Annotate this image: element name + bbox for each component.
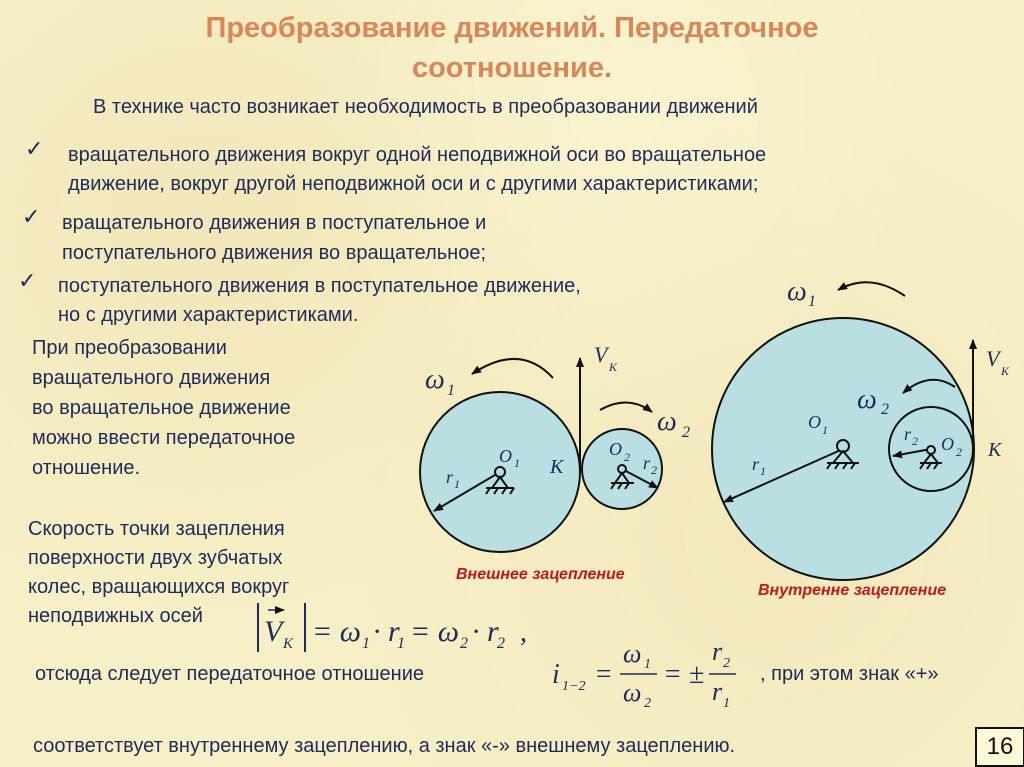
speed-para-line2: поверхности двух зубчатых [28,547,283,569]
svg-text:1: 1 [723,696,730,711]
svg-text:ω: ω [623,639,642,668]
r1-label: r [446,467,454,487]
omega2-sub: 2 [682,424,690,441]
r1-sub-internal: 1 [760,464,766,478]
omega1-rotation-arrow-internal [838,282,905,296]
r1-label-internal: r [752,454,760,474]
svg-text:,: , [520,617,527,648]
bullet-2-line1: вращательного движения в поступательное и [62,212,487,234]
intro-text: В технике часто возникает необходимость в преобразовании движений [93,96,758,118]
o1-sub-internal: 1 [822,423,828,437]
omega1-label: ω [425,364,445,395]
svg-text:r: r [712,637,723,666]
svg-text:r: r [712,677,723,706]
svg-text:· r: · r [472,615,499,648]
bullet-3-line2: но с другими характеристиками. [58,304,359,326]
speed-formula [258,603,527,652]
o2-sub-internal: 2 [956,445,962,459]
r2-sub-internal: 2 [912,434,918,448]
svg-text:1: 1 [362,635,370,652]
vk-sub: K [609,360,618,374]
o1-sub: 1 [514,456,520,470]
external-gearing-caption: Внешнее зацепление [456,566,625,583]
vk-label-internal: V [986,346,1000,371]
svg-text:V: V [264,615,283,648]
speed-para-line4: неподвижных осей [28,605,203,627]
svg-text:1: 1 [397,635,405,652]
bullet-3-line1: поступательного движения в поступательное движение, [58,275,581,297]
svg-text:=: = [594,659,613,690]
bullet-1-line2: движение, вокруг другой неподвижной оси и с другими характеристиками; [68,173,759,195]
slide-title-line1: Преобразование движений. Передаточное [205,12,819,44]
internal-gearing-caption: Внутренне зацепление [758,582,947,599]
left-para-line4: можно ввести передаточное [32,427,296,449]
k-label-internal: K [988,439,1002,461]
o2-label-internal: O [941,434,954,454]
r2-label-internal: r [904,424,912,444]
check-icon: ✓ [22,204,41,229]
left-para-line1: При преобразовании [32,337,227,359]
left-para-line3: во вращательное движение [32,397,291,419]
r2-sub: 2 [651,463,657,477]
left-para-line5: отношение. [32,457,141,479]
omega1-rotation-arrow [472,359,553,378]
omega1-sub: 1 [447,382,455,399]
left-para-line2: вращательного движения [32,367,271,389]
svg-text:2: 2 [723,656,730,671]
vk-sub-internal: K [1001,364,1010,378]
svg-text:· r: · r [373,615,400,648]
check-icon: ✓ [18,268,37,293]
svg-text:= ω: = ω [410,615,459,648]
o2-label: O [609,439,622,459]
svg-text:ω: ω [623,678,642,707]
o1-label-internal: O [808,412,821,432]
page-number: 16 [975,727,1024,767]
ratio-formula [552,637,736,711]
omega2-rotation-arrow [600,402,652,412]
svg-text:2: 2 [460,635,468,652]
o2-sub: 2 [624,450,630,464]
svg-text:1−2: 1−2 [562,679,586,694]
svg-text:= ω: = ω [312,615,361,648]
svg-text:2: 2 [497,635,505,652]
r2-label: r [643,453,651,473]
bullet-1-line1: вращательного движения вокруг одной неподвижной оси во вращательное [68,144,767,166]
svg-text:K: K [283,636,294,652]
speed-para-line1: Скорость точки зацепления [28,518,285,540]
omega2-label-internal: ω [857,384,877,415]
o1-label: O [499,446,512,466]
omega1-label-internal: ω [787,276,807,307]
bottom-text: соответствует внутреннему зацеплению, а знак «-» внешнему зацеплению. [33,735,736,757]
bullet-2-line2: поступательного движения во вращательное; [62,242,487,264]
check-icon: ✓ [25,136,44,161]
slide-title-line2: соотношение. [411,52,613,84]
svg-text:i: i [552,659,560,690]
speed-para-line3: колес, вращающихся вокруг [28,576,290,598]
vk-label: V [594,342,608,367]
sign-text: , при этом знак «+» [760,663,939,685]
svg-text:1: 1 [644,657,651,672]
r1-sub: 1 [454,477,460,491]
omega2-sub-internal: 2 [881,401,889,418]
k-label: K [550,456,564,478]
ratio-text: отсюда следует передаточное отношение [35,663,425,685]
omega2-label: ω [657,406,677,437]
omega1-sub-internal: 1 [808,293,816,310]
svg-text:= ±: = ± [663,659,705,690]
svg-text:2: 2 [644,696,651,711]
